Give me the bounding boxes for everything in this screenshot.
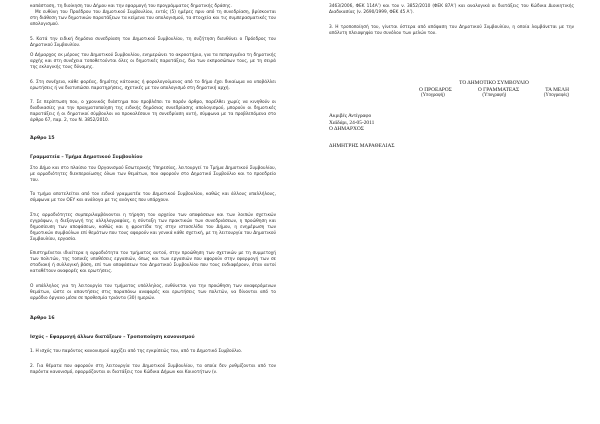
mayor-title: Ο ΔΗΜΑΡΧΟΣ — [329, 126, 364, 133]
mayor-name: ΔΗΜΗΤΡΗΣ ΜΑΡΑΘΕΛΙΑΣ — [329, 143, 395, 149]
paragraph-5: 5. Κατά την ειδική δημόσια συνεδρίαση του Δημοτικού Συμβουλίου, τη συζήτηση διευθύνει ο Πρόεδρος του Δημοτικού Συμβουλίου. — [30, 36, 276, 48]
place-date: Χαϊδάρι, 24-05-2011 — [329, 119, 375, 126]
article-15-paragraph: Το τμήμα αποτελείται από τον ειδικό γραμματέα του Δημοτικού Συμβουλίου, καθώς και άλλους υπαλλήλους, σύμφωνα με τον ΟΕΥ και ανάλογα με τις ανάγκες που υπάρχουν. — [30, 192, 276, 203]
paragraph-6: 6. Στη συνέχεια, κάθε φορέας, δημότης κάτοικος ή φορολογούμενος από το δήμο έχει δικαίωμα να υποβάλλει ερωτήσεις ή να διατυπώσει παρατηρήσεις, σχετικές με τον απολογισμό στη δημοτική αρχή. — [30, 79, 276, 91]
article-15-paragraph: Στο Δήμο και στο πλαίσιο του Οργανισμού Εσωτερικής Υπηρεσίας, λειτουργεί το Τμήμα Δημοτικού Συμβουλίου, με αρμοδιότητες διεκπεραίωσης όλων των θεμάτων, που αφορούν στο Δημοτικό Συμβούλιο και το προεδρείο του. — [30, 165, 276, 183]
signature-block — [419, 80, 569, 100]
article-16-title: Άρθρο 16 — [30, 315, 55, 321]
article-15-paragraph: Στις αρμοδιότητες συμπεριλαμβάνονται η τήρηση του αρχείου των αποφάσεων και των λοιπών σχετικών εγγράφων, η διεξαγωγή της αλληλογραφίας, η σύνταξη των πρακτικών των συνεδριάσεων, η προώθηση και δημοσίευση των αποφάσεων, καθώς και η φροντίδα της στην ιστοσελίδα του Δήμου, η ενημέρωση των δημοτικών συμβούλων επί θεμάτων που τους αφορούν και γενικά κάθε σχετική, με τη λειτουργία του Δημοτικού Συμβουλίου, εργασία. — [30, 212, 276, 242]
accuracy-note: Ακριβές Αντίγραφο — [329, 113, 372, 119]
role-secretary: Ο ΓΡΑΜΜΑΤΕΑΣ — [477, 86, 520, 93]
role-president: Ο ΠΡΟΕΔΡΟΣ — [419, 86, 452, 93]
paragraph: 3463/2006, ΦΕΚ 114Α’) και του ν. 3852/2010 (ΦΕΚ 87Α’) και αναλογικά οι διατάξεις του Κώδικα Διοικητικής Διαδικασίας (ν. 2690/1999, ΦΕΚ 45 Α’). — [329, 4, 574, 15]
left-column — [30, 4, 276, 376]
article-15-paragraph: Επιστημένεται ιδιαίτερα η αρμοδιότητα του τμήματος αυτού, στην προώθηση των σχετικών με τη συμμετοχή των πολιτών, της τοπικές υποθέσεις εργασιών, όπως και των εργασιών που αφορούν στην εφαρμογή των σε σταδιακή ή συλλογική βάση, επί των αποφάσεων του Δημοτικού Συμβουλίου που τους ενδιαφέρουν, όταν αυτοί καταθέτουν αναφορές και ερωτήσεις. — [30, 251, 276, 274]
paragraph-3: 3. Η τροποποίησή του, γίνεται ύστερα από απόφαση του Δημοτικού Συμβουλίου, η οποία λαμβάνεται με την απόλυτη πλειοψηφία του συνόλου των μελών του. — [329, 24, 574, 36]
council-title: ΤΟ ΔΗΜΟΤΙΚΟ ΣΥΜΒΟΥΛΙΟ — [459, 80, 529, 86]
signatures-row — [419, 93, 569, 100]
article-16-paragraph-2: 2. Για θέματα που αφορούν στη λειτουργία του Δημοτικού Συμβουλίου, τα οποία δεν ρυθμίζονται από τον παρόντα κανονισμό, εφαρμόζονται οι διατάξεις του Κώδικα Δήμων και Κοινοτήτων (ν. — [30, 363, 276, 375]
signatory-roles — [419, 87, 569, 94]
role-members: ΤΑ ΜΕΛΗ — [545, 86, 569, 93]
paragraph: Με ευθύνη του Προέδρου του Δημοτικού Συμβουλίου, εντός (5) ημέρες πριν από τη συνεδρίαση, βρίσκονται στη διάθεση των δημοτικών παρατάξεων τα κείμενα του απολογισμού, τα στοιχεία και τις συμπερασματικές του απολογισμού. — [30, 10, 276, 27]
certification-block — [329, 113, 459, 133]
article-16-paragraph-1: 1. Η ισχύς του παρόντος κανονισμού αρχίζει από της εγκρίσεώς του, από το Δημοτικό Συμβούλιο. — [30, 349, 243, 354]
right-column — [329, 4, 574, 37]
signature-president: (Υπογραφή) — [421, 93, 445, 99]
signature-members: (Υπογραφές) — [543, 93, 569, 99]
paragraph-5b: Ο Δήμαρχος εκ μέρους του Δημοτικού Συμβουλίου, ενημερώνει το ακροατήριο, για τα πεπραγμένα τη δημοτικής αρχής και στη συνέχεια τοποθετούνται όλες οι δημοτικές παρατάξεις, δια των εκπροσώπων τους, με τη σειρά της εκλογικής τους δύναμης. — [30, 53, 276, 70]
article-16-subtitle: Ισχύς – Εφαρμογή άλλων διατάξεων – Τροποποίηση κανονισμού — [30, 334, 195, 340]
article-15-title: Άρθρο 15 — [30, 136, 55, 141]
signature-secretary: (Υπογραφή) — [482, 93, 507, 99]
article-15-subtitle: Γραμματεία – Τμήμα Δημοτικού Συμβουλίου — [30, 155, 143, 160]
paragraph: καπάσταση, τη διοίκηση του Δήμου και την εφαρμογή του προγράμματος δημοτικής δράσης. — [30, 4, 232, 9]
article-15-paragraph: Ο υπάλληλος για τη λειτουργία του τμήματος υπάλληλος, ευθύνεται για την προώθηση των αναφερόμενων θεμάτων, ώστε οι απαντήσεις στις παραπάνω αναφορές και ερωτήσεις των πολιτών, να δίνονται από το αρμόδιο όργανο μέσα σε προθεσμία τριάντα (30) ημερών. — [30, 283, 276, 301]
paragraph-7: 7. Σε περίπτωση που, ο χρονικός διάστημα που προβλέπει το παρόν άρθρο, παρέλθει χωρίς να κινηθούν οι διαδικασίες για την πραγματοποίηση της ειδικής δημόσιας συνεδρίασης απολογισμού, μπορούν οι δημοτικές παρατάξεις ή οι δημοτικοί σύμβουλοι να προκαλέσουν τη συνεδρίαση αυτή, σύμφωνα με τα προβλεπόμενα στο άρθρο 67, παρ. 2, του Ν. 3852/2010. — [30, 100, 276, 123]
